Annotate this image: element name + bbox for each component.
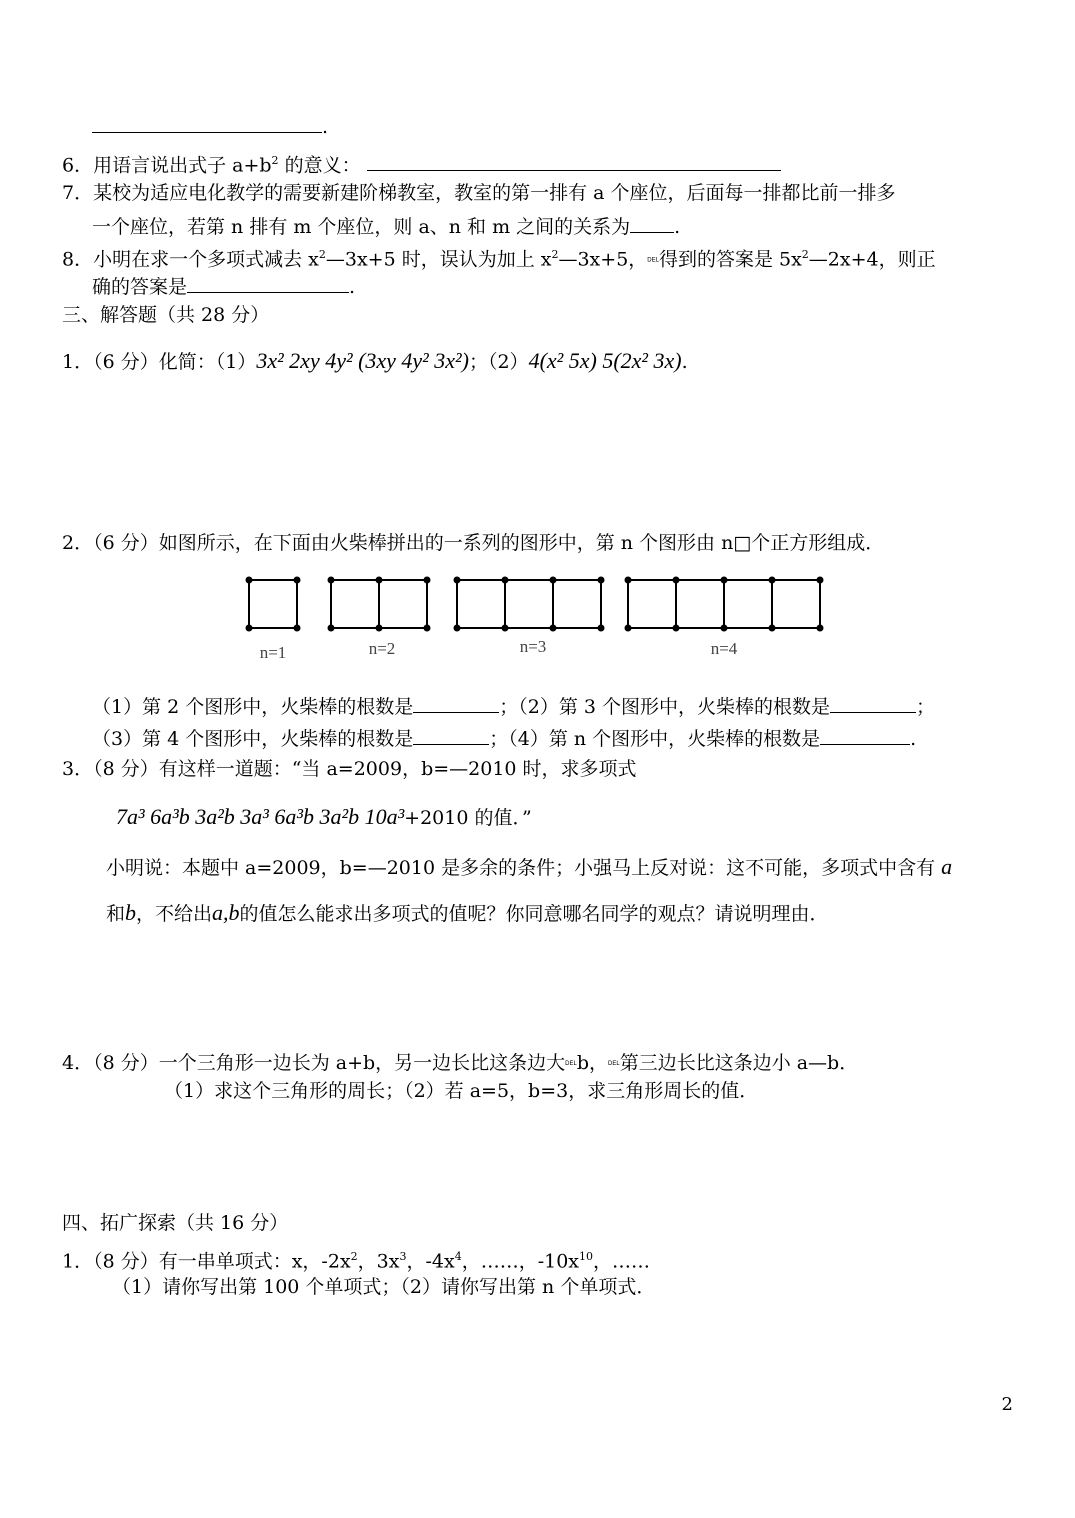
s3q2-subquestions-1-2: （1）第 2 个图形中，火柴棒的根数是 ；（2）第 3 个图形中，火柴棒的根数是 ； (92, 692, 935, 720)
expression-1: 3x² 2xy 4y² (3xy 4y² 3x²) (256, 348, 469, 373)
s3q2-subquestions-3-4: （3）第 4 个图形中，火柴棒的根数是 ；（4）第 n 个图形中，火柴棒的根数是 . (92, 724, 916, 752)
vertex-dot (246, 577, 253, 584)
vertex-dot (376, 577, 383, 584)
vertex-dot (817, 625, 824, 632)
s3-question-4-line2: （1）求这个三角形的周长；（2）若 a=5，b=3，求三角形周长的值． (164, 1080, 759, 1102)
figure-label-n2: n=2 (368, 639, 396, 658)
s3-question-2: 2．（6 分）如图所示，在下面由火柴棒拼出的一系列的图形中，第 n 个图形由 n□个正方形组成． (62, 532, 885, 554)
vertex-dot (721, 577, 728, 584)
vertex-dot (550, 625, 557, 632)
vertex-dot (625, 625, 632, 632)
del-mark: DEL (565, 1061, 577, 1067)
figure-n3-outline (457, 580, 601, 628)
vertex-dot (328, 577, 335, 584)
s3-question-3-line1: 3．（8 分）有这样一道题：“当 a=2009，b=—2010 时，求多项式 (62, 758, 637, 780)
question-7-line1: 7．某校为适应电化教学的需要新建阶梯教室，教室的第一排有 a 个座位，后面每一排都比前一排多 (62, 182, 896, 204)
figure-label-n1: n=1 (259, 643, 287, 662)
vertex-dot (376, 625, 383, 632)
vertex-dot (454, 577, 461, 584)
vertex-dot (769, 577, 776, 584)
s4-question-1-line2: （1）请你写出第 100 个单项式；（2）请你写出第 n 个单项式． (112, 1276, 656, 1298)
question-7-line2: 一个座位，若第 n 排有 m 个座位，则 a、n 和 m 之间的关系为 . (92, 212, 680, 240)
vertex-dot (673, 577, 680, 584)
question-6: 6．用语言说出式子 $a+b^2$ 的意义： (62, 148, 781, 178)
matchstick-figures (0, 568, 1075, 668)
vertex-dot (625, 577, 632, 584)
s3-question-3-line4: 和b，不给出a,b的值怎么能求出多项式的值呢？你同意哪名同学的观点？请说明理由． (106, 900, 829, 925)
s3-question-3-expression: 7a³ 6a³b 3a²b 3a³ 6a³b 3a²b 10a³+2010 的值．” (116, 804, 532, 829)
section-3-title: 三、解答题（共 28 分） (62, 304, 270, 326)
vertex-dot (550, 577, 557, 584)
vertex-dot (328, 625, 335, 632)
answer-blank (367, 150, 781, 171)
answer-blank (830, 692, 916, 713)
vertex-dot (673, 625, 680, 632)
s3-question-1: 1．（6 分）化简：（1）3x² 2xy 4y² (3xy 4y² 3x²)；（2）4(x² 5x) 5(2x² 3x). (62, 348, 688, 373)
figure-label-n3: n=3 (519, 637, 547, 656)
vertex-dot (817, 577, 824, 584)
question-8-line2: 确的答案是 . (92, 272, 355, 300)
s4-question-1-line1: 1．（8 分）有一串单项式：x，$-2x^2$，$3x^3$，$-4x^4$，……，$-10x^{10}$，…… (62, 1250, 651, 1273)
vertex-dot (246, 625, 253, 632)
answer-blank (630, 212, 674, 233)
figure-n1-outline (249, 580, 297, 628)
question-8-line1: 8．小明在求一个多项式减去 $x^2—3x+5$ 时，误认为加上 $x^2—3x+5$，DEL得到的答案是 $5x^2—2x+4$，则正 (62, 248, 936, 271)
vertex-dot (454, 625, 461, 632)
vertex-dot (721, 625, 728, 632)
vertex-dot (598, 625, 605, 632)
answer-blank (820, 724, 910, 745)
section-4-title: 四、拓广探索（共 16 分） (62, 1212, 289, 1234)
s3-question-4-line1: 4．（8 分）一个三角形一边长为 a+b，另一边长比这条边大DELb，DEL第三边长比这条边小 a—b． (62, 1052, 859, 1074)
expression-2: 4(x² 5x) 5(2x² 3x) (528, 348, 682, 373)
vertex-dot (502, 625, 509, 632)
figure-label-n4: n=4 (710, 639, 738, 658)
vertex-dot (769, 625, 776, 632)
del-mark: DEL (608, 1061, 620, 1067)
vertex-dot (502, 577, 509, 584)
vertex-dot (424, 625, 431, 632)
vertex-dot (294, 577, 301, 584)
vertex-dot (424, 577, 431, 584)
del-mark: DEL (647, 257, 659, 264)
q5-answer-line: . (92, 112, 328, 140)
vertex-dot (598, 577, 605, 584)
page-number: 2 (1001, 1394, 1013, 1415)
answer-blank (187, 272, 349, 293)
answer-blank (92, 112, 322, 133)
vertex-dot (294, 625, 301, 632)
answer-blank (413, 724, 489, 745)
answer-blank (413, 692, 499, 713)
s3-question-3-line3: 小明说：本题中 a=2009，b=—2010 是多余的条件；小强马上反对说：这不可能，多项式中含有 a (106, 854, 953, 879)
